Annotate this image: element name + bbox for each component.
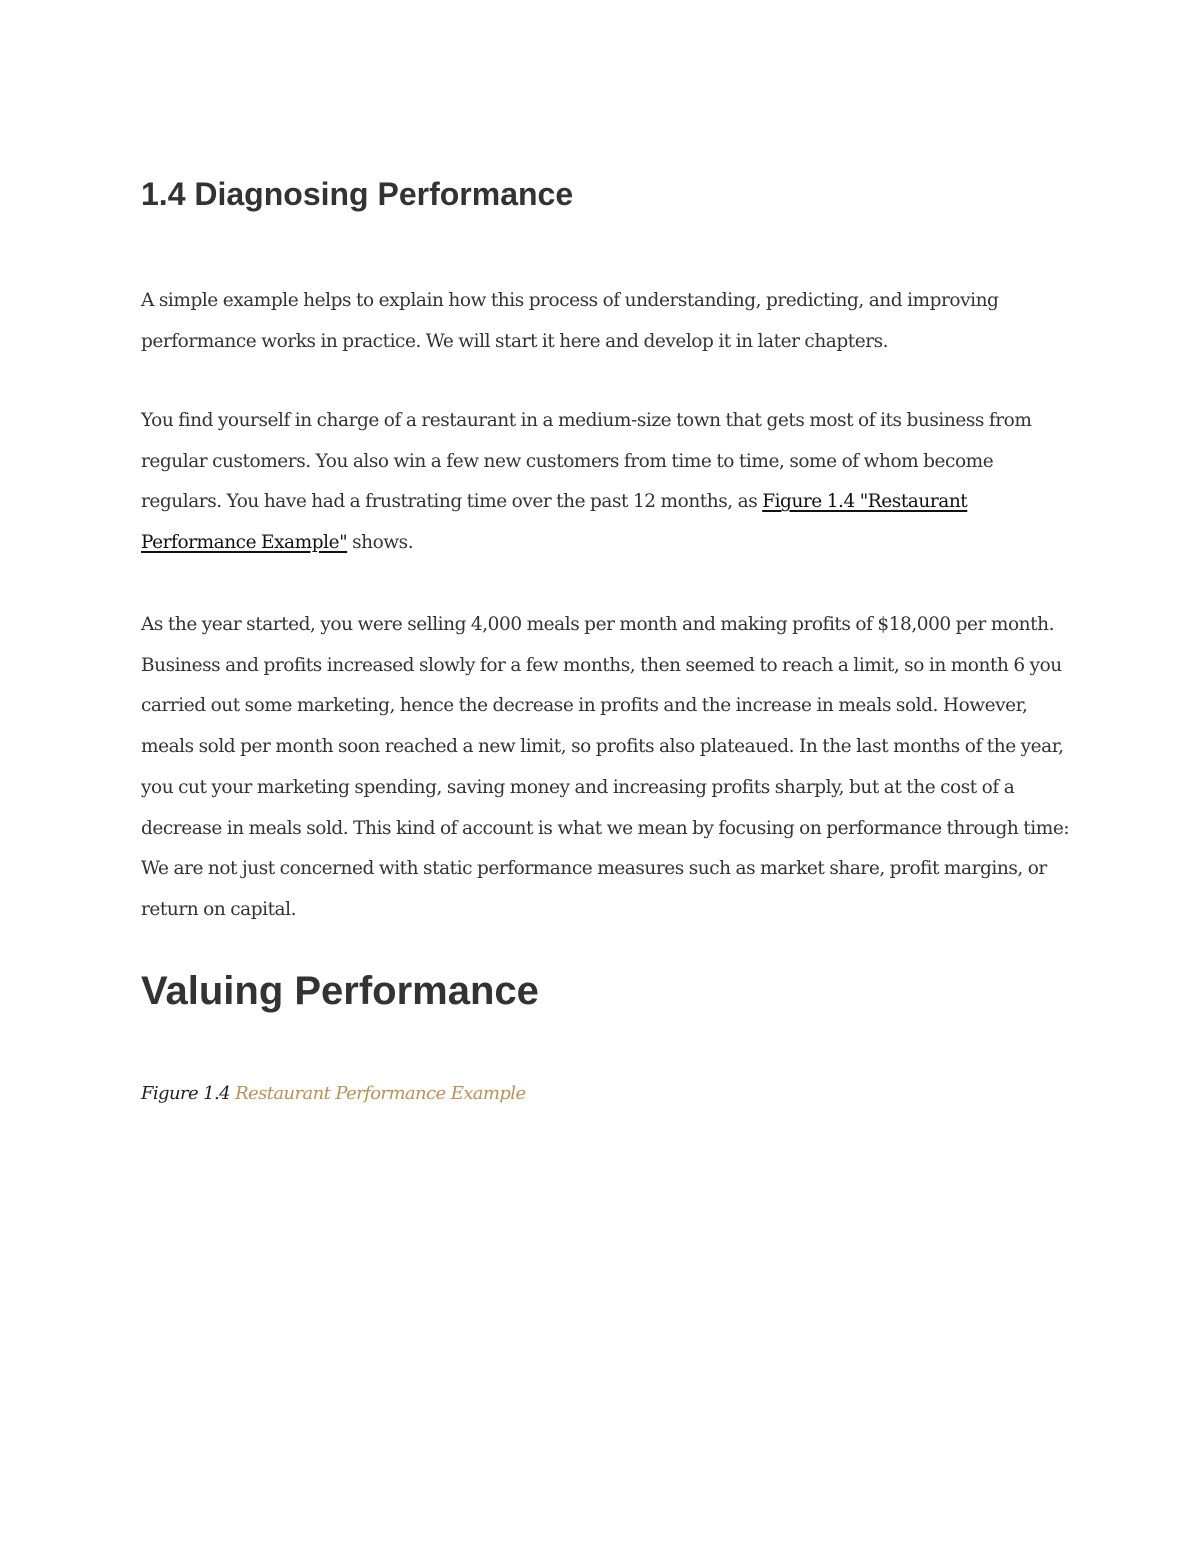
restaurant-paragraph-text: You find yourself in charge of a restaurant in a medium-size town that gets most of its business from regular customers. You also win a few new customers from time to time, some of whom become regulars. You have had a frustrating time over the past 12 months, as [141,410,1032,513]
intro-paragraph: A simple example helps to explain how this process of understanding, predicting, and improving performance works in practice. We will start it here and develop it in later chapters. [141,290,999,352]
figure-label: Figure 1.4 [141,1083,230,1104]
figure-title: Restaurant Performance Example [235,1083,526,1104]
year-account-paragraph: As the year started, you were selling 4,000 meals per month and making profits of $18,000 per month. Business and profits increased slowly for a few months, then seemed to reach a limit, so in month 6 you carried out some marketing, hence the decrease in profits and the increase in meals sold. However, meals sold per month soon reached a new limit, so profits also plateaued. In the last months of the year, you cut your marketing spending, saving money and increasing profits sharply, but at the cost of a decrease in meals sold. This kind of account is what we mean by focusing on performance through time: We are not just concerned with static performance measures such as market share, profit margins, or return on capital. [141,614,1070,920]
figure-caption [141,1083,526,1104]
section-heading: 1.4 Diagnosing Performance [141,176,574,212]
figure-reference-link[interactable]: Figure 1.4 "Restaurant Performance Example" [141,491,968,554]
valuing-performance-heading: Valuing Performance [141,969,539,1013]
restaurant-paragraph-end: shows. [347,532,414,554]
restaurant-paragraph [141,401,1071,564]
